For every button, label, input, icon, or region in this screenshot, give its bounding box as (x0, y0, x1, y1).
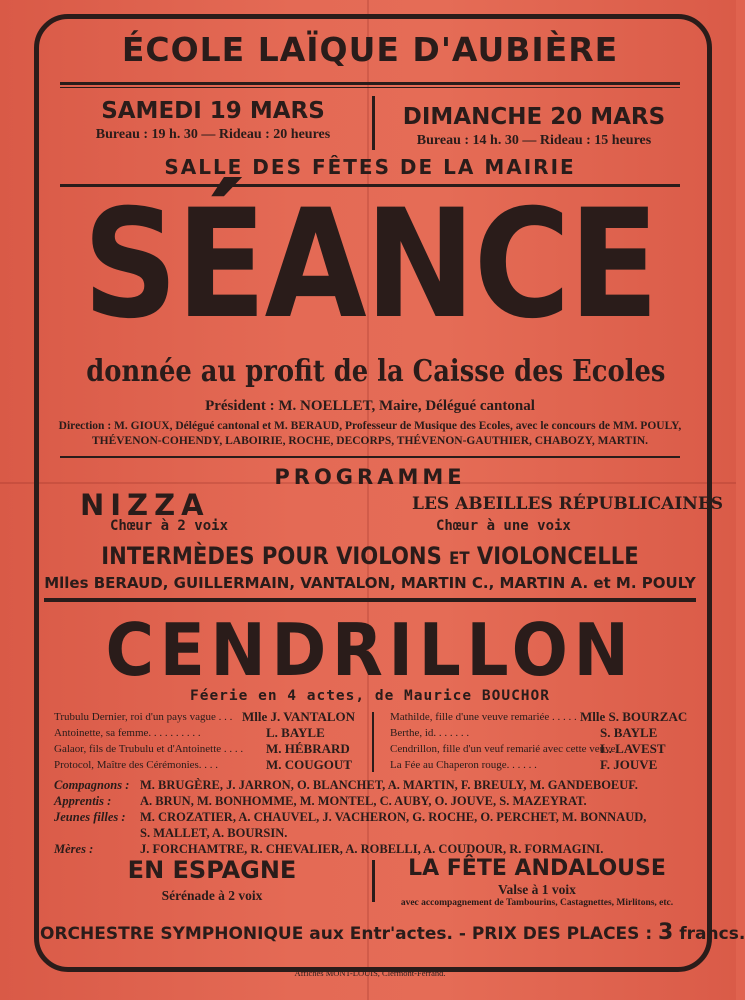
divider (372, 712, 374, 772)
choir-2-title: LES ABEILLES RÉPUBLICAINES (412, 494, 724, 514)
price-amount: 3 (658, 920, 674, 945)
direction-line-2: THÉVENON-COHENDY, LABOIRIE, ROCHE, DECORPS, THÉVENON-GAUTHIER, CHABOZY, MARTIN. (91, 435, 649, 447)
divider (44, 598, 696, 602)
feature-title: CENDRILLON (105, 608, 635, 692)
cast-role: La Fée au Chaperon rouge. . . . . . (390, 759, 537, 771)
orchestra-text: ORCHESTRE SYMPHONIQUE aux Entr'actes. - PRIX DES PLACES : (40, 924, 653, 944)
finale-left-title: EN ESPAGNE (127, 856, 297, 884)
day-1-date: SAMEDI 19 MARS (101, 98, 325, 124)
president: Président : M. NOELLET, Maire, Délégué cantonal (205, 398, 535, 414)
choir-1-subtitle: Chœur à 2 voix (110, 518, 229, 534)
finale-right-note: avec accompagnement de Tambourins, Castagnettes, Mirlitons, etc. (400, 898, 674, 908)
interludes-title (80, 542, 661, 570)
cast-actor: Mlle J. VANTALON (242, 709, 356, 724)
purpose: donnée au profit de la Caisse des Ecoles (86, 354, 666, 389)
cast-actor: L. LAVEST (600, 741, 666, 756)
finale-left-subtitle: Sérénade à 2 voix (161, 888, 263, 903)
cast-role: Trubulu Dernier, roi d'un pays vague . . . (54, 711, 233, 723)
orchestra-and-price (40, 920, 745, 945)
divider (60, 456, 680, 458)
group-names: M. CROZATIER, A. CHAUVEL, J. VACHERON, G. ROCHE, O. PERCHET, M. BONNAUD, (140, 810, 647, 824)
choir-2-subtitle: Chœur à une voix (436, 518, 571, 534)
group-label: Apprentis : (54, 794, 112, 808)
group-names: J. FORCHAMTRE, R. CHEVALIER, A. ROBELLI, A. COUDOUR, R. FORMAGINI. (140, 842, 604, 856)
interludes-performers: Mlles BERAUD, GUILLERMAIN, VANTALON, MARTIN C., MARTIN A. et M. POULY (44, 574, 696, 592)
cast-role: Mathilde, fille d'une veuve remariée . . . . . (390, 711, 577, 723)
interludes-title-b: VIOLONCELLE (476, 542, 639, 570)
cast-role: Antoinette, sa femme. . . . . . . . . . (54, 727, 201, 739)
group-label: Jeunes filles : (54, 810, 126, 824)
day-2-date: DIMANCHE 20 MARS (402, 104, 666, 130)
feature-subtitle: Féerie en 4 actes, de Maurice BOUCHOR (189, 688, 550, 704)
headline: SÉANCE (82, 178, 658, 352)
school-title: ÉCOLE LAÏQUE D'AUBIÈRE (121, 30, 619, 69)
cast-actor: F. JOUVE (600, 757, 658, 772)
group-label: Mères : (54, 842, 94, 856)
group-names: S. MALLET, A. BOURSIN. (140, 826, 288, 840)
cast-actor: M. COUGOUT (266, 757, 352, 772)
venue: SALLE DES FÊTES DE LA MAIRIE (164, 155, 576, 179)
cast-actor: M. HÉBRARD (266, 741, 350, 756)
cast-role: Protocol, Maître des Cérémonies. . . . (54, 759, 219, 771)
printer-credit: Affiches MONT-LOUIS, Clermont-Ferrand. (294, 968, 446, 978)
cast-actor: Mlle S. BOURZAC (580, 709, 688, 724)
day-2-times: Bureau : 14 h. 30 — Rideau : 15 heures (416, 133, 652, 148)
divider (372, 96, 375, 150)
group-names: A. BRUN, M. BONHOMME, M. MONTEL, C. AUBY, O. JOUVE, S. MAZEYRAT. (140, 794, 587, 808)
cast-role: Berthe, id. . . . . . . (390, 727, 470, 739)
divider (60, 87, 680, 88)
group-names: M. BRUGÈRE, J. JARRON, O. BLANCHET, A. MARTIN, F. BREULY, M. GANDEBOEUF. (140, 778, 638, 792)
choir-1-title: NIZZA (80, 488, 210, 522)
cast-actor: S. BAYLE (600, 725, 658, 740)
direction-line-1: Direction : M. GIOUX, Délégué cantonal et M. BERAUD, Professeur de Musique des Ecoles, avec le concours de MM. POULY, (58, 420, 682, 432)
day-1-times: Bureau : 19 h. 30 — Rideau : 20 heures (95, 127, 331, 142)
group-label: Compagnons : (54, 778, 130, 792)
price-unit: francs. (679, 924, 745, 944)
cast-actor: L. BAYLE (266, 725, 325, 740)
finale-right-title: LA FÊTE ANDALOUSE (408, 856, 666, 881)
finale-right-subtitle: Valse à 1 voix (498, 882, 576, 897)
program-heading: PROGRAMME (274, 465, 466, 489)
divider (60, 82, 680, 85)
divider (372, 860, 375, 902)
interludes-title-and: ET (449, 549, 470, 569)
interludes-title-a: INTERMÈDES POUR VIOLONS (101, 542, 442, 570)
cast-role: Cendrillon, fille d'un veuf remarié avec cette veuve. (390, 743, 619, 755)
cast-role: Galaor, fils de Trubulu et d'Antoinette . . . . (54, 743, 244, 755)
